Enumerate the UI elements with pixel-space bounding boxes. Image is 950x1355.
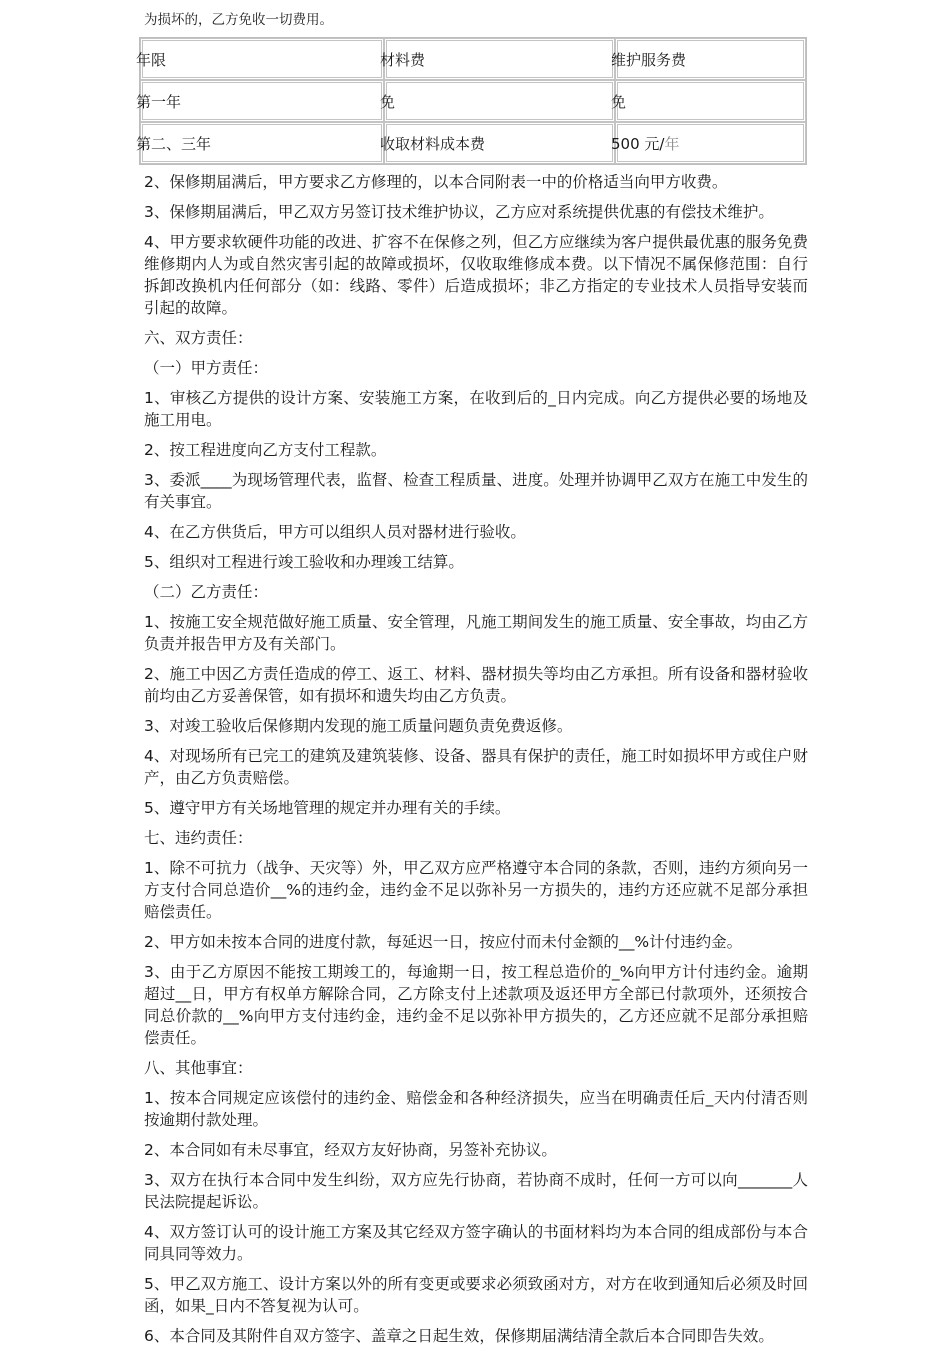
- paragraph: 3、由于乙方原因不能按工期竣工的，每逾期一日，按工程总造价的_%向甲方计付违约金。逾期超过__日，甲方有权单方解除合同，乙方除支付上述款项及返还甲方全部已付款项外，还须按合同总价款的__%向甲方支付违约金，违约金不足以弥补甲方损失的，乙方还应就不足部分承担赔偿责任。: [144, 963, 808, 1047]
- paragraph: 3、双方在执行本合同中发生纠纷，双方应先行协商，若协商不成时，任何一方可以向_______人民法院提起诉讼。: [144, 1171, 808, 1211]
- table-header-row: [140, 38, 806, 80]
- intro-line: 为损坏的，乙方免收一切费用。: [144, 12, 333, 28]
- paragraph: 2、按工程进度向乙方支付工程款。: [144, 441, 387, 459]
- paragraph: 七、违约责任：: [144, 829, 253, 847]
- paragraph: 2、施工中因乙方责任造成的停工、返工、材料、器材损失等均由乙方承担。所有设备和器材验收前均由乙方妥善保管，如有损坏和遗失均由乙方负责。: [144, 665, 808, 705]
- warranty-fee-table: [136, 37, 807, 165]
- table-header-cell: 年限: [140, 38, 384, 80]
- paragraph: 4、双方签订认可的设计施工方案及其它经双方签字确认的书面材料均为本合同的组成部份与本合同具同等效力。: [144, 1223, 808, 1263]
- paragraph: 1、按本合同规定应该偿付的违约金、赔偿金和各种经济损失，应当在明确责任后_天内付清否则按逾期付款处理。: [144, 1089, 808, 1129]
- table-header-cell: 材料费: [384, 38, 615, 80]
- paragraph: 3、委派____为现场管理代表，监督、检查工程质量、进度。处理并协调甲乙双方在施工中发生的有关事宜。: [144, 471, 808, 511]
- paragraph: （一）甲方责任：: [144, 359, 269, 377]
- table-row: [140, 122, 806, 164]
- paragraph: 3、对竣工验收后保修期内发现的施工质量问题负责免费返修。: [144, 717, 573, 735]
- paragraph: 1、除不可抗力（战争、天灾等）外，甲乙双方应严格遵守本合同的条款，否则，违约方须向另一方支付合同总造价__%的违约金，违约金不足以弥补另一方损失的，违约方还应就不足部分承担赔偿责任。: [144, 859, 808, 921]
- paragraph: 4、对现场所有已完工的建筑及建筑装修、设备、器具有保护的责任，施工时如损坏甲方或住户财产，由乙方负责赔偿。: [144, 747, 808, 787]
- paragraph: 5、遵守甲方有关场地管理的规定并办理有关的手续。: [144, 799, 511, 817]
- table-cell: 免: [615, 80, 806, 122]
- table-row: [140, 80, 806, 122]
- paragraph: 2、保修期届满后，甲方要求乙方修理的，以本合同附表一中的价格适当向甲方收费。: [144, 173, 728, 191]
- table-cell: 收取材料成本费: [384, 122, 615, 164]
- table-cell: 第一年: [140, 80, 384, 122]
- unit-label: 年: [664, 134, 680, 153]
- paragraph: 1、审核乙方提供的设计方案、安装施工方案，在收到后的_日内完成。向乙方提供必要的场地及施工用电。: [144, 389, 808, 429]
- paragraph: （二）乙方责任：: [144, 583, 269, 601]
- table-cell: 免: [384, 80, 615, 122]
- paragraph: 5、甲乙双方施工、设计方案以外的所有变更或要求必须致函对方，对方在收到通知后必须及时回函，如果_日内不答复视为认可。: [144, 1275, 808, 1315]
- paragraph: 2、本合同如有未尽事宜，经双方友好协商，另签补充协议。: [144, 1141, 557, 1159]
- paragraph: 3、保修期届满后，甲乙双方另签订技术维护协议，乙方应对系统提供优惠的有偿技术维护。: [144, 203, 774, 221]
- paragraph: 4、甲方要求软硬件功能的改进、扩容不在保修之列，但乙方应继续为客户提供最优惠的服务免费维修期内人为或自然灾害引起的故障或损坏，仅收取维修成本费。以下情况不属保修范围：自行拆卸改换机内任何部分（如：线路、零件）后造成损坏；非乙方指定的专业技术人员指导安装而引起的故障。: [144, 233, 808, 317]
- paragraph: 1、按施工安全规范做好施工质量、安全管理，凡施工期间发生的施工质量、安全事故，均由乙方负责并报告甲方及有关部门。: [144, 613, 808, 653]
- paragraph: 2、甲方如未按本合同的进度付款，每延迟一日，按应付而未付金额的__%计付违约金。: [144, 933, 743, 951]
- paragraph: 六、双方责任：: [144, 329, 253, 347]
- table-header-cell: 维护服务费: [615, 38, 806, 80]
- paragraph: 5、组织对工程进行竣工验收和办理竣工结算。: [144, 553, 464, 571]
- paragraph: 6、本合同及其附件自双方签字、盖章之日起生效，保修期届满结清全款后本合同即告失效。: [144, 1327, 774, 1345]
- paragraph: 八、其他事宜：: [144, 1059, 253, 1077]
- paragraph: 4、在乙方供货后，甲方可以组织人员对器材进行验收。: [144, 523, 526, 541]
- table-cell: 第二、三年: [140, 122, 384, 164]
- document-page: [136, 0, 808, 1355]
- contract-body: [144, 171, 808, 1347]
- table-cell: 500 元/年: [615, 122, 806, 164]
